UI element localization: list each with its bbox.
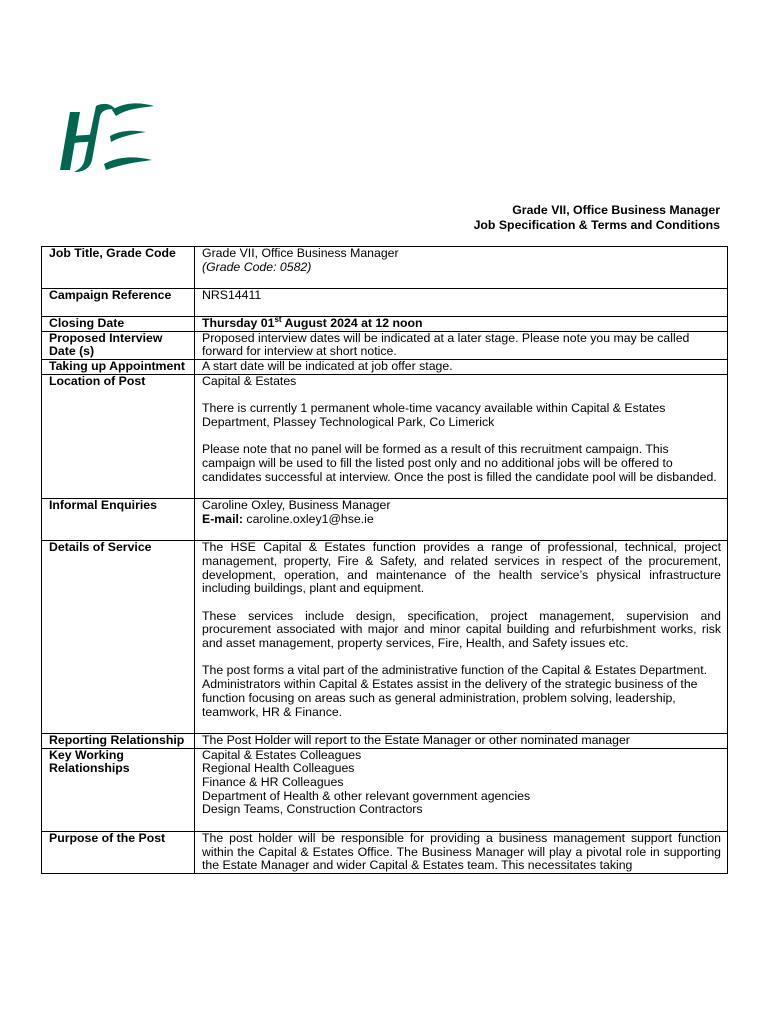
location-para-1: Capital & Estates — [202, 373, 297, 388]
location-para-3: Please note that no panel will be formed as a result of this recruitment campaign. This campaign will be used to fill the listed post only and no additional jobs will be offered to candidates successful at interview. Once the post is filled the candidate pool will be disbanded. — [202, 442, 717, 484]
email-label: E-mail: — [202, 511, 243, 526]
job-spec-table — [41, 246, 728, 874]
reporting-value: The Post Holder will report to the Estate Manager or other nominated manager — [195, 733, 728, 748]
list-item: Finance & HR Colleagues — [202, 775, 344, 789]
header-line-2: Job Specification & Terms and Conditions — [473, 218, 720, 232]
grade-code-value: (Grade Code: 0582) — [202, 259, 312, 274]
list-item: Department of Health & other relevant government agencies — [202, 788, 531, 803]
details-para-3: The post forms a vital part of the administrative function of the Capital & Estates Department. Administrators within Capital & Estates assist in the delivery of the strategic business of the function focusing on areas such as general administration, problem solving, leadership, teamwork, HR & Finance. — [202, 663, 708, 719]
row-value — [195, 247, 728, 289]
details-para-1: The HSE Capital & Estates function provides a range of professional, technical, project management, property, Fire & Safety, and related services in respect of the procurement, development, operation, and maintenance of the health service’s physical infrastructure including buildings, plant and equipment. — [202, 540, 721, 596]
row-label: Key Working Relationships — [42, 748, 195, 831]
header-line-1: Grade VII, Office Business Manager — [512, 203, 720, 217]
table-row — [42, 360, 728, 375]
table-row — [42, 331, 728, 359]
row-label: Reporting Relationship — [42, 733, 195, 748]
enquiries-contact: Caroline Oxley, Business Manager — [202, 498, 391, 513]
key-working-value — [195, 748, 728, 831]
hse-logo — [56, 98, 160, 174]
interview-date-value: Proposed interview dates will be indicated at a later stage. Please note you may be called forward for interview at short notice. — [195, 331, 728, 359]
enquiries-value — [195, 499, 728, 541]
enquiries-email-line — [202, 513, 721, 527]
table-row — [42, 317, 728, 332]
location-value — [195, 374, 728, 498]
purpose-value: The post holder will be responsible for providing a business management support function within the Capital & Estates Office. The Business Manager will play a pivotal role in supporting the Estate Manager and wider Capital & Estates team. This necessitates taking — [195, 831, 728, 873]
table-row — [42, 247, 728, 289]
row-label: Location of Post — [42, 374, 195, 498]
list-item: Design Teams, Construction Contractors — [202, 802, 423, 817]
table-row — [42, 374, 728, 498]
row-label: Job Title, Grade Code — [42, 247, 195, 289]
location-para-2: There is currently 1 permanent whole-time vacancy available within Capital & Estates Department, Plassey Technological Park, Co Limerick — [202, 401, 666, 429]
row-label: Closing Date — [42, 317, 195, 332]
closing-date-value: Thursday 01st August 2024 at 12 noon — [195, 317, 728, 332]
details-value — [195, 541, 728, 734]
row-label: Proposed Interview Date (s) — [42, 331, 195, 359]
list-item: Regional Health Colleagues — [202, 761, 355, 776]
details-para-2: These services include design, specification, project management, supervision and procurement associated with major and minor capital building and refurbishment works, risk and asset management, property services, Fire, Health, and Safety issues etc. — [202, 608, 721, 650]
row-label: Informal Enquiries — [42, 499, 195, 541]
campaign-reference-value: NRS14411 — [195, 289, 728, 317]
table-row — [42, 289, 728, 317]
job-title-value: Grade VII, Office Business Manager — [202, 246, 399, 260]
table-row — [42, 748, 728, 831]
table-row — [42, 541, 728, 734]
list-item: Capital & Estates Colleagues — [202, 747, 362, 762]
table-row — [42, 499, 728, 541]
row-label: Purpose of the Post — [42, 831, 195, 873]
table-row — [42, 831, 728, 873]
row-label: Details of Service — [42, 541, 195, 734]
table-row — [42, 733, 728, 748]
email-address: caroline.oxley1@hse.ie — [243, 511, 374, 526]
row-label: Taking up Appointment — [42, 360, 195, 375]
taking-up-value: A start date will be indicated at job offer stage. — [195, 360, 728, 375]
document-header — [474, 203, 720, 233]
row-label: Campaign Reference — [42, 289, 195, 317]
